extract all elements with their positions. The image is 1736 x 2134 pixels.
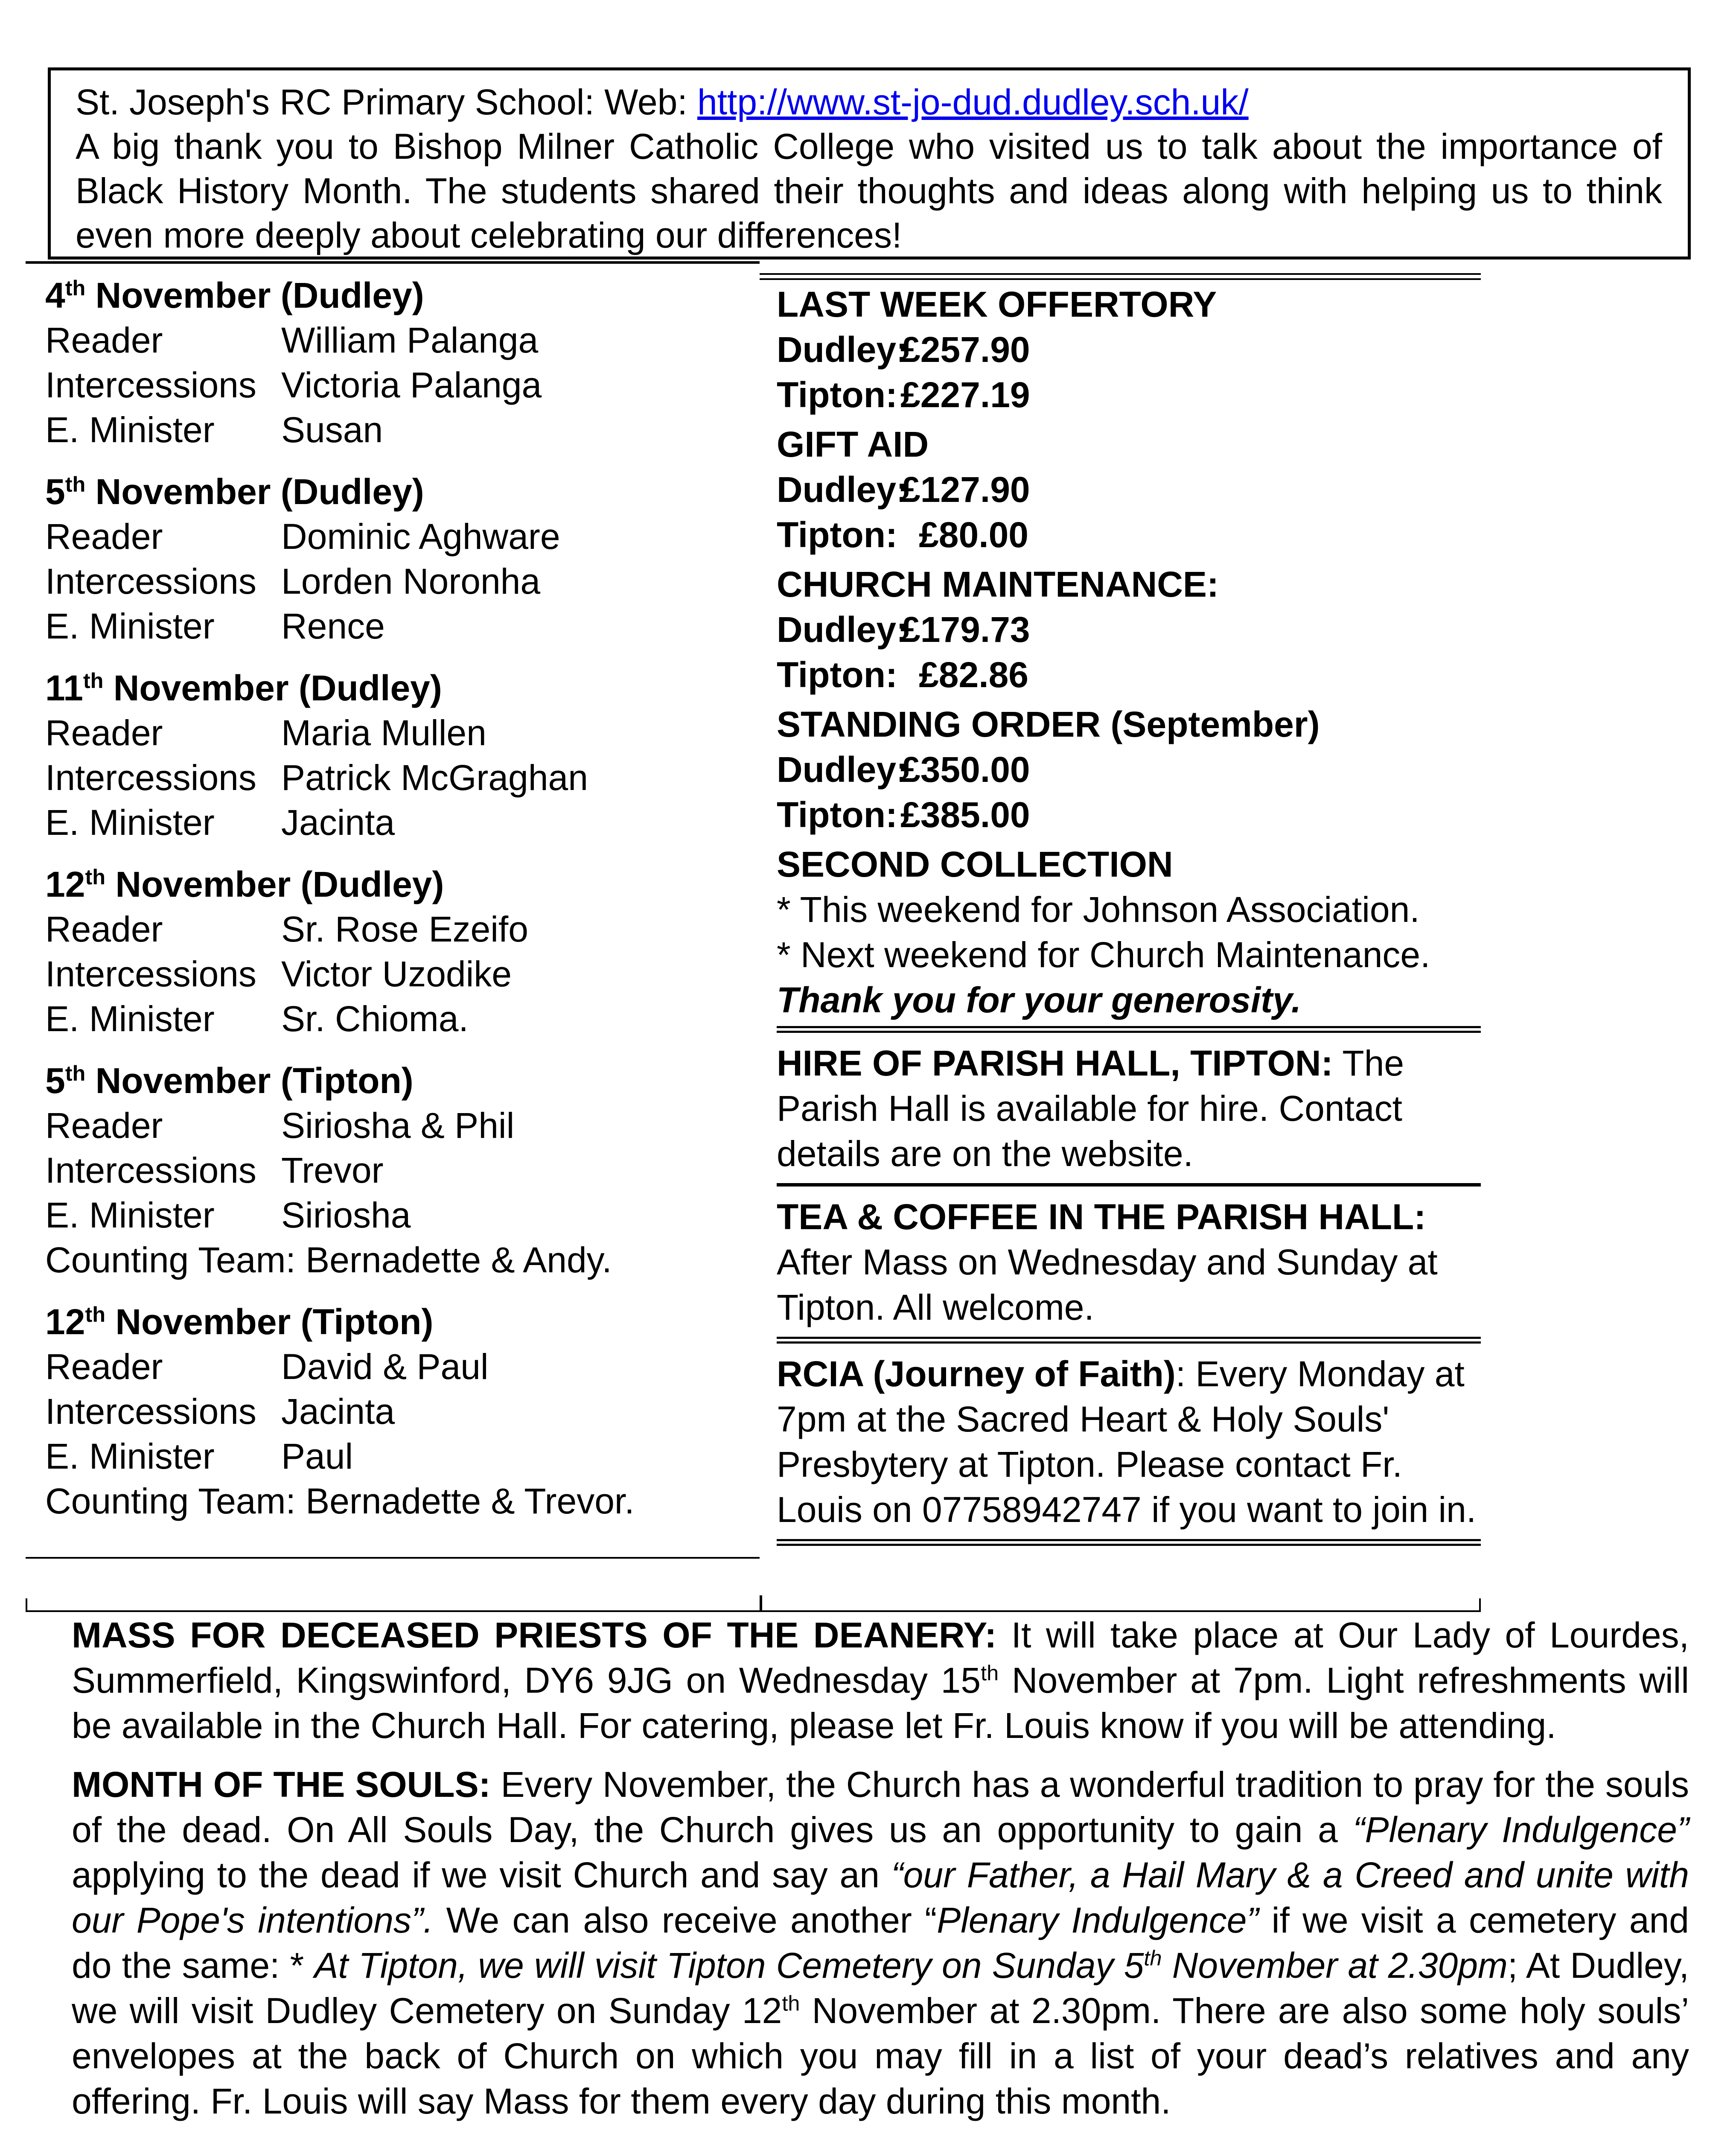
rule (777, 1183, 1481, 1187)
rota-person: Trevor (281, 1150, 384, 1190)
hire-notice (777, 1033, 1481, 1183)
bracket-tick-mid (760, 1595, 762, 1612)
sup: th (782, 1991, 800, 2015)
rota-role: E. Minister (45, 1436, 215, 1476)
rota-row (45, 1434, 745, 1479)
rota-role: Reader (45, 320, 163, 360)
rota-role: Reader (45, 1105, 163, 1146)
rota-block (45, 1300, 745, 1524)
finance-row (777, 467, 1481, 512)
school-message: A big thank you to Bishop Milner Catholic College who visited us to talk about the importance of Black History Month. The students shared their thoughts and ideas along with helping us to think even more deeply about celebrating our differences! (76, 126, 1662, 255)
finance-amount: £227.19 (900, 375, 1030, 415)
rota-person: Dominic Aghware (281, 516, 560, 557)
bracket-line (26, 1610, 1481, 1612)
rota-role: E. Minister (45, 999, 215, 1039)
rota-block (45, 1058, 745, 1283)
top-left-rule (26, 261, 760, 264)
tea-text: After Mass on Wednesday and Sunday at Tipton. All welcome. (777, 1242, 1438, 1327)
finance-place: Dudley: (777, 749, 909, 790)
finance-title: LAST WEEK OFFERTORY (777, 284, 1217, 324)
rota-column (45, 273, 745, 1541)
rule (777, 1544, 1481, 1546)
finance-section (777, 562, 1481, 697)
hire-text: The Parish Hall is available for hire. Contact details are on the website. (777, 1043, 1404, 1174)
rota-role: Intercessions (45, 1150, 256, 1190)
rota-row (45, 907, 745, 952)
rule (777, 1026, 1481, 1028)
souls-italic: At Tipton, we will visit Tipton Cemetery on Sunday 5 (314, 1945, 1144, 1985)
rota-person: Patrick McGraghan (281, 758, 588, 798)
finance-place: Tipton: (777, 795, 898, 835)
rcia-title: RCIA (Journey of Faith) (777, 1354, 1176, 1394)
finance-section (777, 282, 1481, 417)
rota-role: Intercessions (45, 1391, 256, 1431)
rota-row (45, 408, 745, 452)
finance-list (777, 282, 1481, 837)
finance-row (777, 607, 1481, 652)
second-collection (777, 842, 1481, 1023)
rota-row (45, 711, 745, 755)
rota-row (45, 363, 745, 408)
rota-row (45, 1103, 745, 1148)
finance-title: GIFT AID (777, 424, 929, 464)
school-name: St. Joseph's RC Primary School: Web: (76, 82, 697, 122)
rota-row (45, 318, 745, 363)
rcia-notice (777, 1344, 1481, 1539)
bottom-notices (72, 1612, 1689, 2134)
souls-italic: Plenary Indulgence” (937, 1900, 1259, 1940)
rota-role: E. Minister (45, 802, 215, 843)
counting-team: Counting Team: Bernadette & Trevor. (45, 1481, 635, 1521)
rota-person: David & Paul (281, 1347, 489, 1387)
sup: th (1144, 1946, 1162, 1970)
rota-title: 11th November (Dudley) (45, 668, 442, 708)
rota-person: Victoria Palanga (281, 365, 542, 405)
rota-title: 12th November (Dudley) (45, 864, 444, 904)
school-url-link[interactable]: http://www.st-jo-dud.dudley.sch.uk/ (697, 82, 1249, 122)
souls-title: MONTH OF THE SOULS: (72, 1764, 491, 1805)
rota-role: Reader (45, 909, 163, 949)
rota-role: Intercessions (45, 758, 256, 798)
counting-team: Counting Team: Bernadette & Andy. (45, 1240, 612, 1280)
rota-block (45, 862, 745, 1041)
rota-row (45, 1344, 745, 1389)
school-web-line (76, 80, 1662, 124)
tea-notice (777, 1187, 1481, 1337)
mass-deceased-title: MASS FOR DECEASED PRIESTS OF THE DEANERY: (72, 1615, 997, 1655)
rota-row (45, 559, 745, 604)
finance-row (777, 372, 1481, 417)
rota-row (45, 1148, 745, 1193)
souls-text: applying to the dead if we visit Church and say an (72, 1855, 891, 1895)
finance-place: Dudley: (777, 469, 909, 510)
rota-row (45, 800, 745, 845)
souls-text: if we visit a cemetery and do the same: * (72, 1900, 1689, 1985)
finance-row (777, 652, 1481, 697)
rota-role: Reader (45, 1347, 163, 1387)
rota-role: Intercessions (45, 365, 256, 405)
rota-role: Reader (45, 713, 163, 753)
rota-person: Victor Uzodike (281, 954, 512, 994)
rota-person: Siriosha & Phil (281, 1105, 515, 1146)
second-collection-line-1: * This weekend for Johnson Association. (777, 889, 1420, 930)
finance-column (777, 273, 1481, 1546)
finance-section (777, 422, 1481, 557)
rota-role: Intercessions (45, 561, 256, 601)
finance-amount: £127.90 (900, 469, 1030, 510)
rota-row (45, 1193, 745, 1238)
souls-text: ; At Dudley, we will visit Dudley Cemetery on Sunday 12 (72, 1945, 1689, 2031)
souls-italic: November at 2.30pm (1162, 1945, 1508, 1985)
finance-row (777, 512, 1481, 557)
souls-notice (72, 1762, 1689, 2124)
rota-person: Siriosha (281, 1195, 411, 1235)
souls-text: November at 2.30pm. There are also some holy souls’ envelopes at the back of Church on which you may fill in a list of your dead’s relatives and any offering. Fr. Louis will say Mass for them every day during this month. (72, 1991, 1689, 2121)
rota-person: Paul (281, 1436, 353, 1476)
rota-person: Susan (281, 410, 383, 450)
rota-person: Jacinta (281, 802, 395, 843)
finance-title: CHURCH MAINTENANCE: (777, 564, 1219, 604)
rota-block (45, 469, 745, 649)
souls-text: We can also receive another “ (433, 1900, 937, 1940)
finance-place: Dudley: (777, 329, 909, 370)
souls-text: Every November, the Church has a wonderful tradition to pray for the souls of the dead. On All Souls Day, the Church gives us an opportunity to gain a (72, 1764, 1689, 1850)
finance-row (777, 792, 1481, 837)
rota-row (45, 1389, 745, 1434)
bracket-tick-left (26, 1598, 27, 1611)
rule (777, 1337, 1481, 1339)
finance-row (777, 747, 1481, 792)
rota-row (45, 952, 745, 997)
finance-amount: £80.00 (919, 515, 1028, 555)
rota-title: 12th November (Tipton) (45, 1302, 434, 1342)
second-collection-line-2: * Next weekend for Church Maintenance. (777, 935, 1430, 975)
mass-deceased-text-2: November at 7pm. Light refreshments will be available in the Church Hall. For catering, please let Fr. Louis know if you will be attending. (72, 1660, 1689, 1746)
rota-role: E. Minister (45, 410, 215, 450)
second-collection-title: SECOND COLLECTION (777, 844, 1173, 884)
sup: th (981, 1661, 999, 1685)
rota-role: Reader (45, 516, 163, 557)
finance-title: STANDING ORDER (September) (777, 704, 1320, 744)
finance-amount: £350.00 (900, 749, 1030, 790)
tea-title: TEA & COFFEE IN THE PARISH HALL: (777, 1197, 1426, 1237)
rota-title: 4th November (Dudley) (45, 275, 424, 315)
finance-row (777, 327, 1481, 372)
finance-section (777, 702, 1481, 837)
hire-title: HIRE OF PARISH HALL, TIPTON: (777, 1043, 1333, 1083)
finance-amount: £179.73 (900, 609, 1030, 650)
rota-title: 5th November (Dudley) (45, 472, 424, 512)
mass-deceased-notice (72, 1612, 1689, 1748)
rota-person: Rence (281, 606, 385, 646)
rota-row (45, 604, 745, 649)
rcia-text: : Every Monday at 7pm at the Sacred Heart & Holy Souls' Presbytery at Tipton. Please contact Fr. Louis on 07758942747 if you want to join in. (777, 1354, 1477, 1530)
rota-person: Lorden Noronha (281, 561, 541, 601)
rota-person: William Palanga (281, 320, 539, 360)
rota-row (45, 514, 745, 559)
rota-block (45, 666, 745, 845)
rota-role: Intercessions (45, 954, 256, 994)
school-notice-box (48, 67, 1691, 259)
rota-person: Sr. Chioma. (281, 999, 469, 1039)
thanks-text: Thank you for your generosity. (777, 980, 1302, 1020)
souls-italic: “Plenary Indulgence” (1353, 1810, 1689, 1850)
finance-place: Tipton: (777, 515, 898, 555)
rota-person: Maria Mullen (281, 713, 486, 753)
rule (777, 1539, 1481, 1541)
finance-amount: £82.86 (919, 655, 1028, 695)
souls-italic: “our Father, a Hail Mary & a Creed and unite with our Pope's intentions”. (72, 1855, 1689, 1940)
finance-place: Dudley: (777, 609, 909, 650)
rota-role: E. Minister (45, 1195, 215, 1235)
rota-row (45, 755, 745, 800)
rota-title: 5th November (Tipton) (45, 1061, 414, 1101)
rota-person: Jacinta (281, 1391, 395, 1431)
finance-place: Tipton: (777, 375, 898, 415)
finance-amount: £385.00 (900, 795, 1030, 835)
left-bottom-rule (26, 1557, 760, 1559)
rota-person: Sr. Rose Ezeifo (281, 909, 528, 949)
finance-amount: £257.90 (900, 329, 1030, 370)
finance-place: Tipton: (777, 655, 898, 695)
mass-deceased-text: It will take place at Our Lady of Lourdes, Summerfield, Kingswinford, DY6 9JG on Wednesday 15 (72, 1615, 1689, 1700)
rota-row (45, 997, 745, 1041)
rota-role: E. Minister (45, 606, 215, 646)
bracket-tick-right (1479, 1598, 1481, 1611)
rota-block (45, 273, 745, 452)
